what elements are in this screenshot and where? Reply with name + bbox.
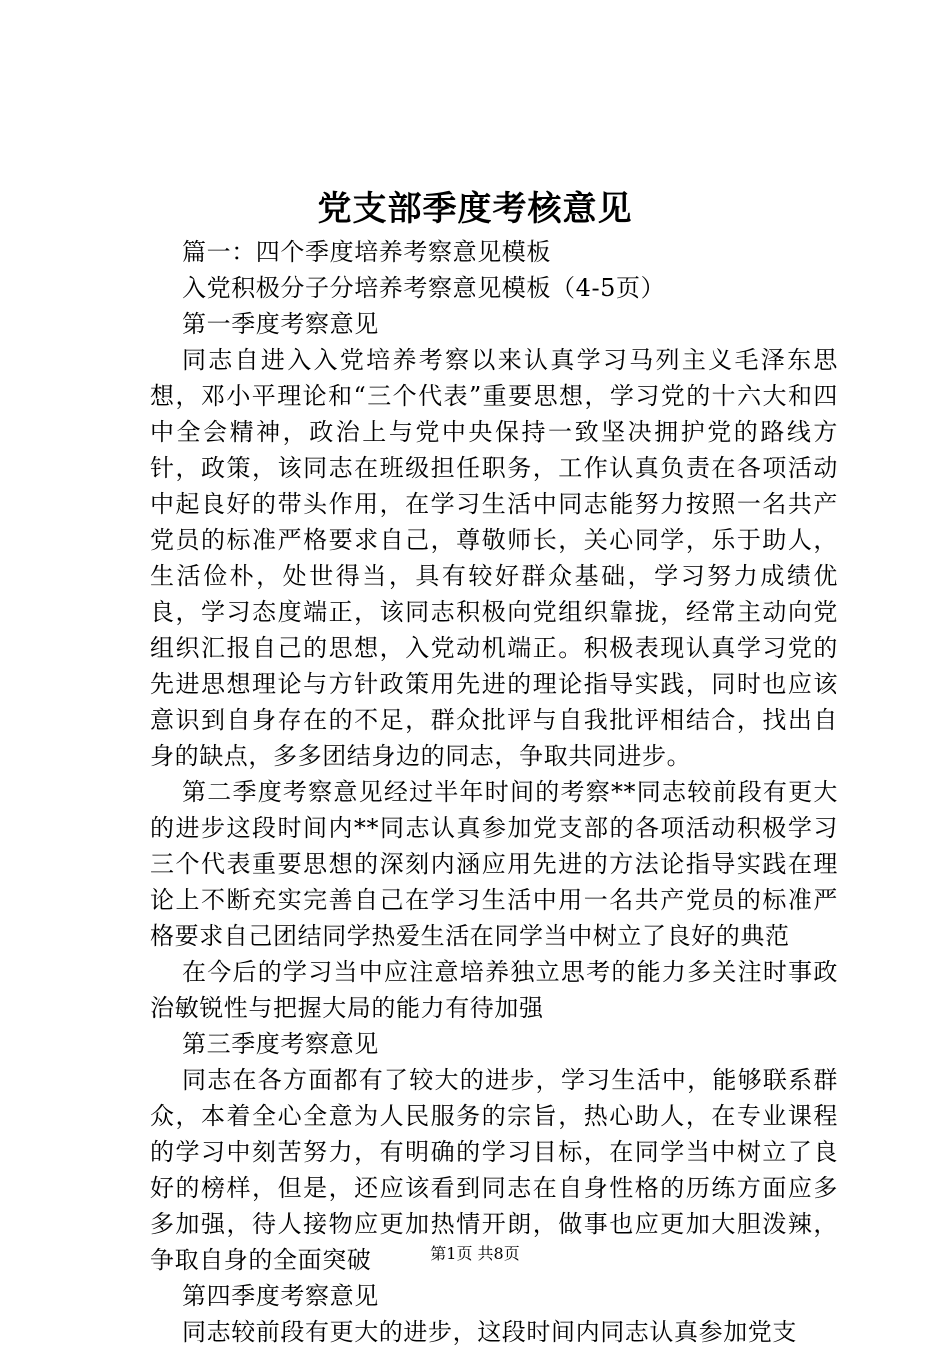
- page-footer: 第1页 共8页: [430, 1244, 520, 1263]
- paragraph: 第一季度考察意见: [182, 310, 379, 338]
- document-title: 党支部季度考核意见: [317, 189, 633, 229]
- document-body: [150, 234, 838, 1350]
- paragraph: 入党积极分子分培养考察意见模板（4-5页）: [182, 274, 666, 302]
- paragraph: 在今后的学习当中应注意培养独立思考的能力多关注时事政治敏锐性与把握大局的能力有待加强: [150, 958, 838, 1022]
- paragraph: 第四季度考察意见: [182, 1282, 379, 1310]
- paragraph: 同志自进入入党培养考察以来认真学习马列主义毛泽东思想，邓小平理论和“三个代表”重要思想，学习党的十六大和四中全会精神，政治上与党中央保持一致坚决拥护党的路线方针，政策，该同志在班级担任职务，工作认真负责在各项活动中起良好的带头作用，在学习生活中同志能努力按照一名共产党员的标准严格要求自己，尊敬师长，关心同学，乐于助人，生活俭朴，处世得当，具有较好群众基础，学习努力成绩优良，学习态度端正，该同志积极向党组织靠拢，经常主动向党组织汇报自己的思想，入党动机端正。积极表现认真学习党的先进思想理论与方针政策用先进的理论指导实践，同时也应该意识到自身存在的不足，群众批评与自我批评相结合，找出自身的缺点，多多团结身边的同志，争取共同进步。: [150, 346, 838, 770]
- paragraph: 同志较前段有更大的进步，这段时间内同志认真参加党支: [182, 1318, 797, 1346]
- paragraph: 第二季度考察意见经过半年时间的考察**同志较前段有更大的进步这段时间内**同志认真参加党支部的各项活动积极学习三个代表重要思想的深刻内涵应用先进的方法论指导实践在理论上不断充实完善自己在学习生活中用一名共产党员的标准严格要求自己团结同学热爱生活在同学当中树立了良好的典范: [150, 778, 838, 950]
- paragraph: 篇一：四个季度培养考察意见模板: [182, 238, 551, 266]
- paragraph: 同志在各方面都有了较大的进步，学习生活中，能够联系群众，本着全心全意为人民服务的宗旨，热心助人，在专业课程的学习中刻苦努力，有明确的学习目标，在同学当中树立了良好的榜样，但是，还应该看到同志在自身性格的历练方面应多多加强，待人接物应更加热情开朗，做事也应更加大胆泼辣，争取自身的全面突破: [150, 1066, 838, 1274]
- paragraph: 第三季度考察意见: [182, 1030, 379, 1058]
